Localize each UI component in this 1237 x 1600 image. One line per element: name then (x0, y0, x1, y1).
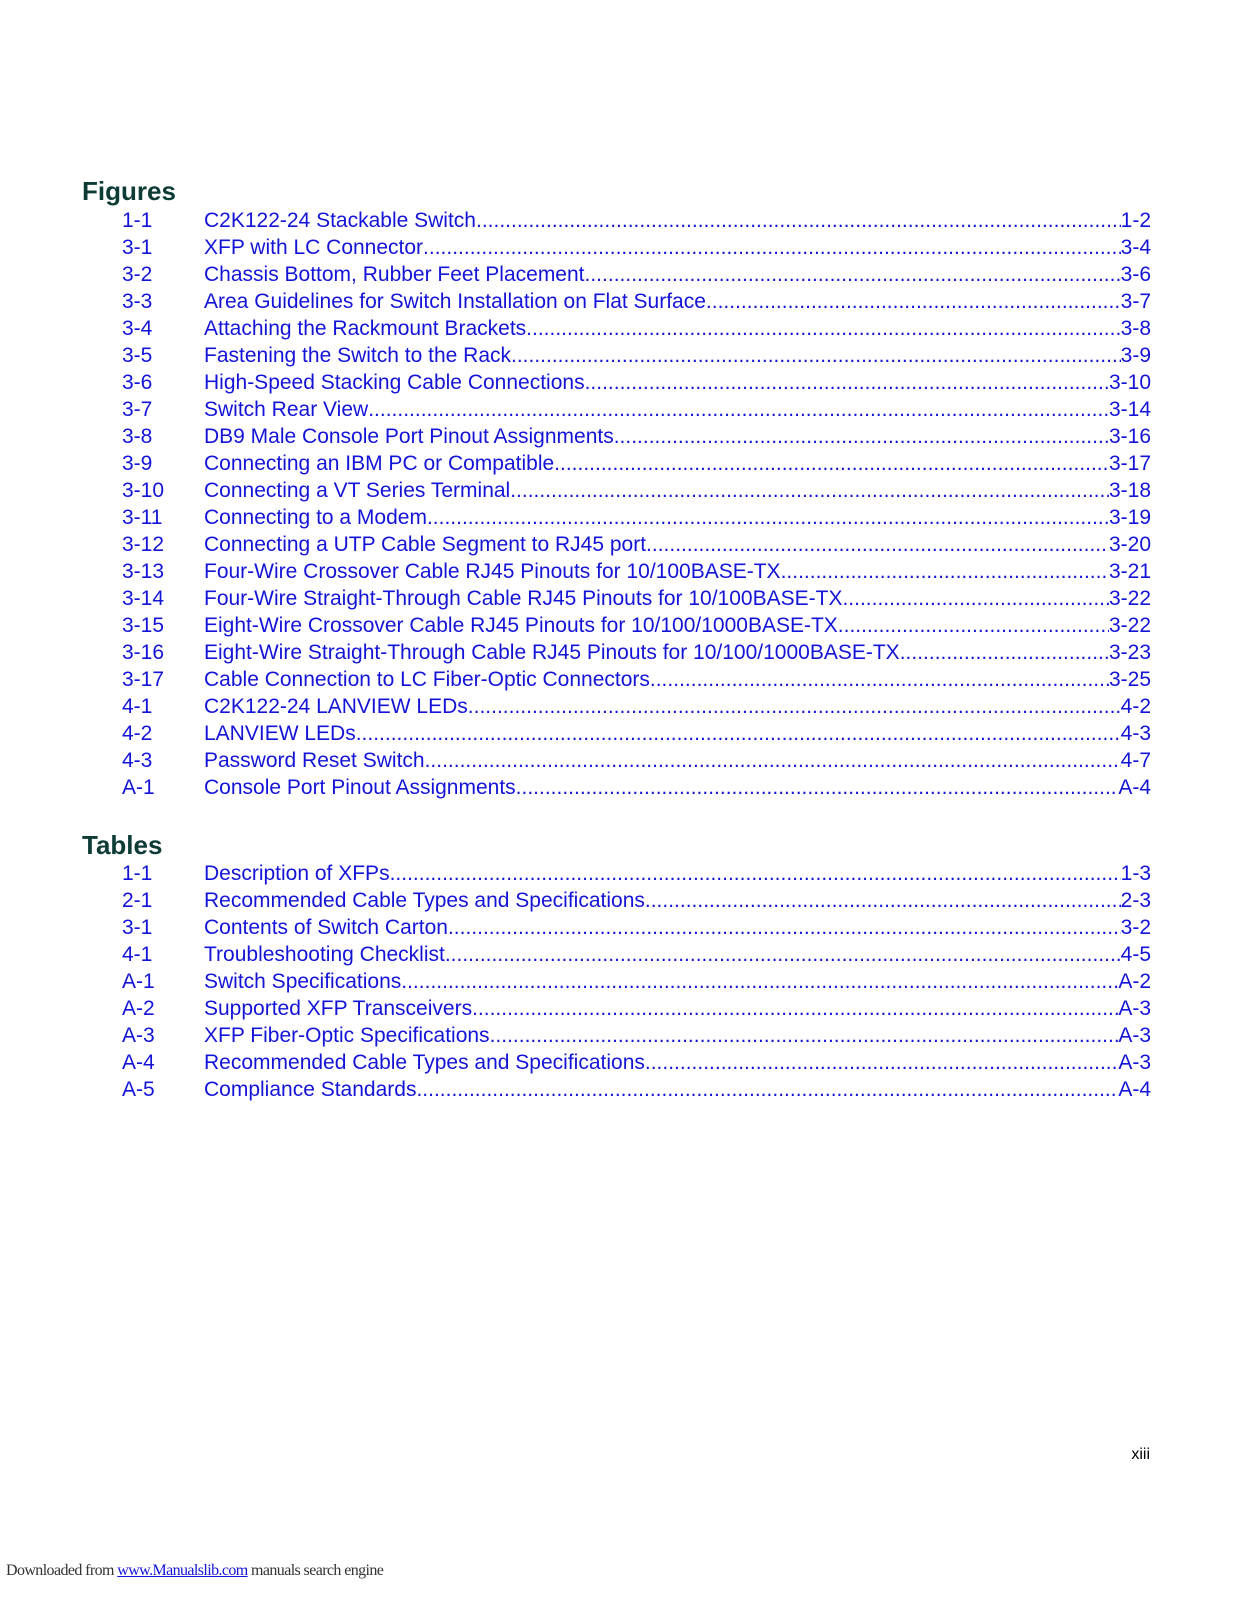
dot-leader (425, 747, 1121, 774)
entry-link[interactable] (204, 639, 1151, 666)
figures-entry[interactable] (0, 558, 1237, 585)
dot-leader (468, 693, 1121, 720)
entry-link[interactable] (204, 1022, 1151, 1049)
entry-title[interactable]: Eight-Wire Crossover Cable RJ45 Pinouts for 10/100/1000BASE-TX (204, 614, 838, 637)
entry-title[interactable]: Recommended Cable Types and Specifications (204, 1051, 645, 1074)
entry-page[interactable]: 3-18 (1108, 479, 1151, 502)
entry-page[interactable]: 3-2 (1120, 916, 1151, 939)
entry-title[interactable]: C2K122-24 LANVIEW LEDs (204, 695, 468, 718)
entry-number[interactable]: 3-12 (122, 533, 165, 556)
entry-number[interactable]: 3-13 (122, 560, 165, 583)
entry-link[interactable] (204, 315, 1151, 342)
entry-page[interactable]: 3-10 (1108, 371, 1151, 394)
entry-number[interactable]: 3-4 (122, 317, 153, 340)
dot-leader (445, 941, 1121, 968)
entry-link[interactable] (204, 720, 1151, 747)
entry-link[interactable] (204, 1049, 1151, 1076)
entry-number[interactable]: 3-11 (122, 506, 163, 529)
entry-link[interactable] (204, 261, 1151, 288)
entry-link[interactable] (204, 747, 1151, 774)
figures-entry[interactable] (0, 261, 1237, 288)
entry-link[interactable] (204, 968, 1151, 995)
entry-link[interactable] (204, 531, 1151, 558)
entry-number[interactable]: 4-2 (122, 722, 153, 745)
entry-page[interactable]: 3-9 (1120, 344, 1151, 367)
figures-entry[interactable] (0, 477, 1237, 504)
download-footer (6, 1562, 383, 1580)
dot-leader (511, 342, 1121, 369)
dot-leader (646, 531, 1109, 558)
page-number: xiii (1131, 1446, 1150, 1463)
entry-page[interactable]: 1-3 (1120, 862, 1151, 885)
figures-entry[interactable] (0, 423, 1237, 450)
dot-leader (356, 720, 1121, 747)
entry-link[interactable] (204, 504, 1151, 531)
entry-link[interactable] (204, 887, 1151, 914)
entry-page[interactable]: A-3 (1118, 1051, 1151, 1074)
footer-prefix: Downloaded from (6, 1562, 118, 1579)
dot-leader (423, 234, 1121, 261)
entry-page[interactable]: 3-6 (1120, 263, 1151, 286)
figures-entry[interactable] (0, 774, 1237, 801)
entry-page[interactable]: 3-17 (1108, 452, 1151, 475)
entry-number[interactable]: A-1 (122, 970, 155, 993)
entry-number[interactable]: A-1 (122, 776, 155, 799)
entry-link[interactable] (204, 450, 1151, 477)
entry-number[interactable]: 4-3 (122, 749, 153, 772)
dot-leader (781, 558, 1109, 585)
entry-page[interactable]: 3-4 (1120, 236, 1151, 259)
entry-page[interactable]: 3-19 (1108, 506, 1151, 529)
entry-number[interactable]: 3-2 (122, 263, 153, 286)
entry-page[interactable]: 2-3 (1120, 889, 1151, 912)
entry-title[interactable]: Switch Rear View (204, 398, 369, 421)
entry-title[interactable]: Connecting to a Modem (204, 506, 427, 529)
entry-title[interactable]: Four-Wire Crossover Cable RJ45 Pinouts for 10/100BASE-TX (204, 560, 781, 583)
entry-title[interactable]: Switch Specifications (204, 970, 402, 993)
entry-title[interactable]: XFP Fiber-Optic Specifications (204, 1024, 490, 1047)
dot-leader (401, 968, 1118, 995)
entry-title[interactable]: Area Guidelines for Switch Installation on Flat Surface (204, 290, 706, 313)
tables-entry[interactable] (0, 1022, 1237, 1049)
entry-page[interactable]: 4-7 (1120, 749, 1151, 772)
entry-title[interactable]: Chassis Bottom, Rubber Feet Placement (204, 263, 585, 286)
tables-entry[interactable] (0, 968, 1237, 995)
entry-number[interactable]: 3-3 (122, 290, 153, 313)
dot-leader (490, 1022, 1119, 1049)
figures-entry[interactable] (0, 369, 1237, 396)
entry-title[interactable]: Console Port Pinout Assignments (204, 776, 516, 799)
figures-entry[interactable] (0, 639, 1237, 666)
entry-page[interactable]: 3-8 (1120, 317, 1151, 340)
entry-title[interactable]: Eight-Wire Straight-Through Cable RJ45 Pinouts for 10/100/1000BASE-TX (204, 641, 900, 664)
entry-page[interactable]: 4-2 (1120, 695, 1151, 718)
figures-entry[interactable] (0, 450, 1237, 477)
entry-link[interactable] (204, 995, 1151, 1022)
figures-entry[interactable] (0, 585, 1237, 612)
figures-entry[interactable] (0, 288, 1237, 315)
dot-leader (900, 639, 1109, 666)
entry-page[interactable]: 3-20 (1108, 533, 1151, 556)
entry-page[interactable]: 3-21 (1108, 560, 1151, 583)
dot-leader (526, 315, 1120, 342)
dot-leader (390, 860, 1121, 887)
tables-entry[interactable] (0, 887, 1237, 914)
entry-title[interactable]: High-Speed Stacking Cable Connections (204, 371, 585, 394)
entry-link[interactable] (204, 477, 1151, 504)
dot-leader (427, 504, 1109, 531)
entry-number[interactable]: A-2 (122, 997, 155, 1020)
entry-page[interactable]: 3-22 (1108, 587, 1151, 610)
entry-link[interactable] (204, 860, 1151, 887)
entry-number[interactable]: 1-1 (122, 862, 153, 885)
entry-number[interactable]: 3-15 (122, 614, 165, 637)
entry-number[interactable]: 3-16 (122, 641, 165, 664)
dot-leader (645, 887, 1121, 914)
entry-link[interactable] (204, 342, 1151, 369)
tables-entry[interactable] (0, 914, 1237, 941)
figures-entry[interactable] (0, 396, 1237, 423)
figures-entry[interactable] (0, 531, 1237, 558)
tables-heading: Tables (82, 830, 163, 860)
figures-entry[interactable] (0, 504, 1237, 531)
dot-leader (842, 585, 1109, 612)
tables-entry[interactable] (0, 941, 1237, 968)
dot-leader (645, 1049, 1118, 1076)
entry-title[interactable]: Four-Wire Straight-Through Cable RJ45 Pinouts for 10/100BASE-TX (204, 587, 843, 610)
entry-link[interactable] (204, 369, 1151, 396)
entry-number[interactable]: 3-1 (122, 916, 153, 939)
entry-page[interactable]: A-4 (1118, 776, 1151, 799)
tables-entry[interactable] (0, 995, 1237, 1022)
entry-title[interactable]: Connecting a VT Series Terminal (204, 479, 511, 502)
dot-leader (448, 914, 1121, 941)
figures-entry[interactable] (0, 612, 1237, 639)
entry-number[interactable]: 4-1 (122, 695, 153, 718)
entry-title[interactable]: Connecting a UTP Cable Segment to RJ45 port (204, 533, 647, 556)
figures-list (0, 207, 1237, 801)
entry-title[interactable]: Cable Connection to LC Fiber-Optic Connectors (204, 668, 650, 691)
entry-page[interactable]: 1-2 (1120, 209, 1151, 232)
entry-number[interactable]: 3-10 (122, 479, 165, 502)
entry-link[interactable] (204, 585, 1151, 612)
entry-link[interactable] (204, 1076, 1151, 1103)
entry-title[interactable]: Fastening the Switch to the Rack (204, 344, 511, 367)
entry-number[interactable]: 1-1 (122, 209, 153, 232)
entry-page[interactable]: 3-23 (1108, 641, 1151, 664)
footer-suffix: manuals search engine (247, 1562, 384, 1579)
figures-entry[interactable] (0, 666, 1237, 693)
entry-title[interactable]: Password Reset Switch (204, 749, 425, 772)
entry-number[interactable]: 3-6 (122, 371, 153, 394)
entry-number[interactable]: 3-8 (122, 425, 153, 448)
entry-page[interactable]: 3-22 (1108, 614, 1151, 637)
entry-number[interactable]: 3-9 (122, 452, 153, 475)
entry-link[interactable] (204, 207, 1151, 234)
entry-link[interactable] (204, 612, 1151, 639)
entry-number[interactable]: 3-14 (122, 587, 165, 610)
figures-entry[interactable] (0, 747, 1237, 774)
entry-link[interactable] (204, 774, 1151, 801)
dot-leader (472, 995, 1118, 1022)
dot-leader (476, 207, 1121, 234)
figures-entry[interactable] (0, 720, 1237, 747)
entry-title[interactable]: C2K122-24 Stackable Switch (204, 209, 476, 232)
entry-title[interactable]: Contents of Switch Carton (204, 916, 448, 939)
entry-number[interactable]: 3-17 (122, 668, 165, 691)
entry-link[interactable] (204, 423, 1151, 450)
entry-link[interactable] (204, 666, 1151, 693)
entry-title[interactable]: Supported XFP Transceivers (204, 997, 473, 1020)
entry-title[interactable]: Troubleshooting Checklist (204, 943, 445, 966)
entry-page[interactable]: 3-14 (1108, 398, 1151, 421)
entry-page[interactable]: A-3 (1118, 997, 1151, 1020)
entry-title[interactable]: Compliance Standards (204, 1078, 417, 1101)
entry-link[interactable] (204, 234, 1151, 261)
tables-entry[interactable] (0, 1076, 1237, 1103)
figures-entry[interactable] (0, 207, 1237, 234)
entry-page[interactable]: A-3 (1118, 1024, 1151, 1047)
dot-leader (585, 261, 1121, 288)
tables-entry[interactable] (0, 860, 1237, 887)
tables-entry[interactable] (0, 1049, 1237, 1076)
entry-title[interactable]: Recommended Cable Types and Specifications (204, 889, 645, 912)
dot-leader (510, 477, 1109, 504)
entry-page[interactable]: 3-7 (1120, 290, 1151, 313)
entry-title[interactable]: Connecting an IBM PC or Compatible (204, 452, 555, 475)
dot-leader (368, 396, 1109, 423)
entry-title[interactable]: LANVIEW LEDs (204, 722, 356, 745)
figures-entry[interactable] (0, 234, 1237, 261)
entry-page[interactable]: 3-16 (1108, 425, 1151, 448)
entry-title[interactable]: Attaching the Rackmount Brackets (204, 317, 527, 340)
entry-number[interactable]: A-3 (122, 1024, 155, 1047)
entry-link[interactable] (204, 288, 1151, 315)
entry-title[interactable]: XFP with LC Connector (204, 236, 424, 259)
figures-entry[interactable] (0, 315, 1237, 342)
entry-title[interactable]: Description of XFPs (204, 862, 390, 885)
entry-number[interactable]: 3-7 (122, 398, 153, 421)
entry-page[interactable]: 3-25 (1108, 668, 1151, 691)
dot-leader (838, 612, 1109, 639)
figures-entry[interactable] (0, 693, 1237, 720)
figures-heading: Figures (82, 176, 176, 206)
entry-number[interactable]: A-5 (122, 1078, 155, 1101)
dot-leader (416, 1076, 1118, 1103)
entry-number[interactable]: 2-1 (122, 889, 153, 912)
entry-number[interactable]: A-4 (122, 1051, 155, 1074)
entry-title[interactable]: DB9 Male Console Port Pinout Assignments (204, 425, 614, 448)
tables-list (0, 860, 1237, 1103)
entry-page[interactable]: 4-3 (1120, 722, 1151, 745)
entry-page[interactable]: 4-5 (1120, 943, 1151, 966)
entry-number[interactable]: 3-5 (122, 344, 153, 367)
entry-link[interactable] (204, 914, 1151, 941)
entry-link[interactable] (204, 941, 1151, 968)
manualslib-link[interactable]: www.Manualslib.com (117, 1562, 248, 1579)
dot-leader (650, 666, 1109, 693)
entry-link[interactable] (204, 396, 1151, 423)
dot-leader (554, 450, 1109, 477)
dot-leader (706, 288, 1121, 315)
entry-page[interactable]: A-2 (1118, 970, 1151, 993)
figures-entry[interactable] (0, 342, 1237, 369)
entry-link[interactable] (204, 693, 1151, 720)
entry-link[interactable] (204, 558, 1151, 585)
entry-page[interactable]: A-4 (1118, 1078, 1151, 1101)
entry-number[interactable]: 3-1 (122, 236, 153, 259)
dot-leader (614, 423, 1109, 450)
entry-number[interactable]: 4-1 (122, 943, 153, 966)
dot-leader (585, 369, 1109, 396)
dot-leader (516, 774, 1119, 801)
